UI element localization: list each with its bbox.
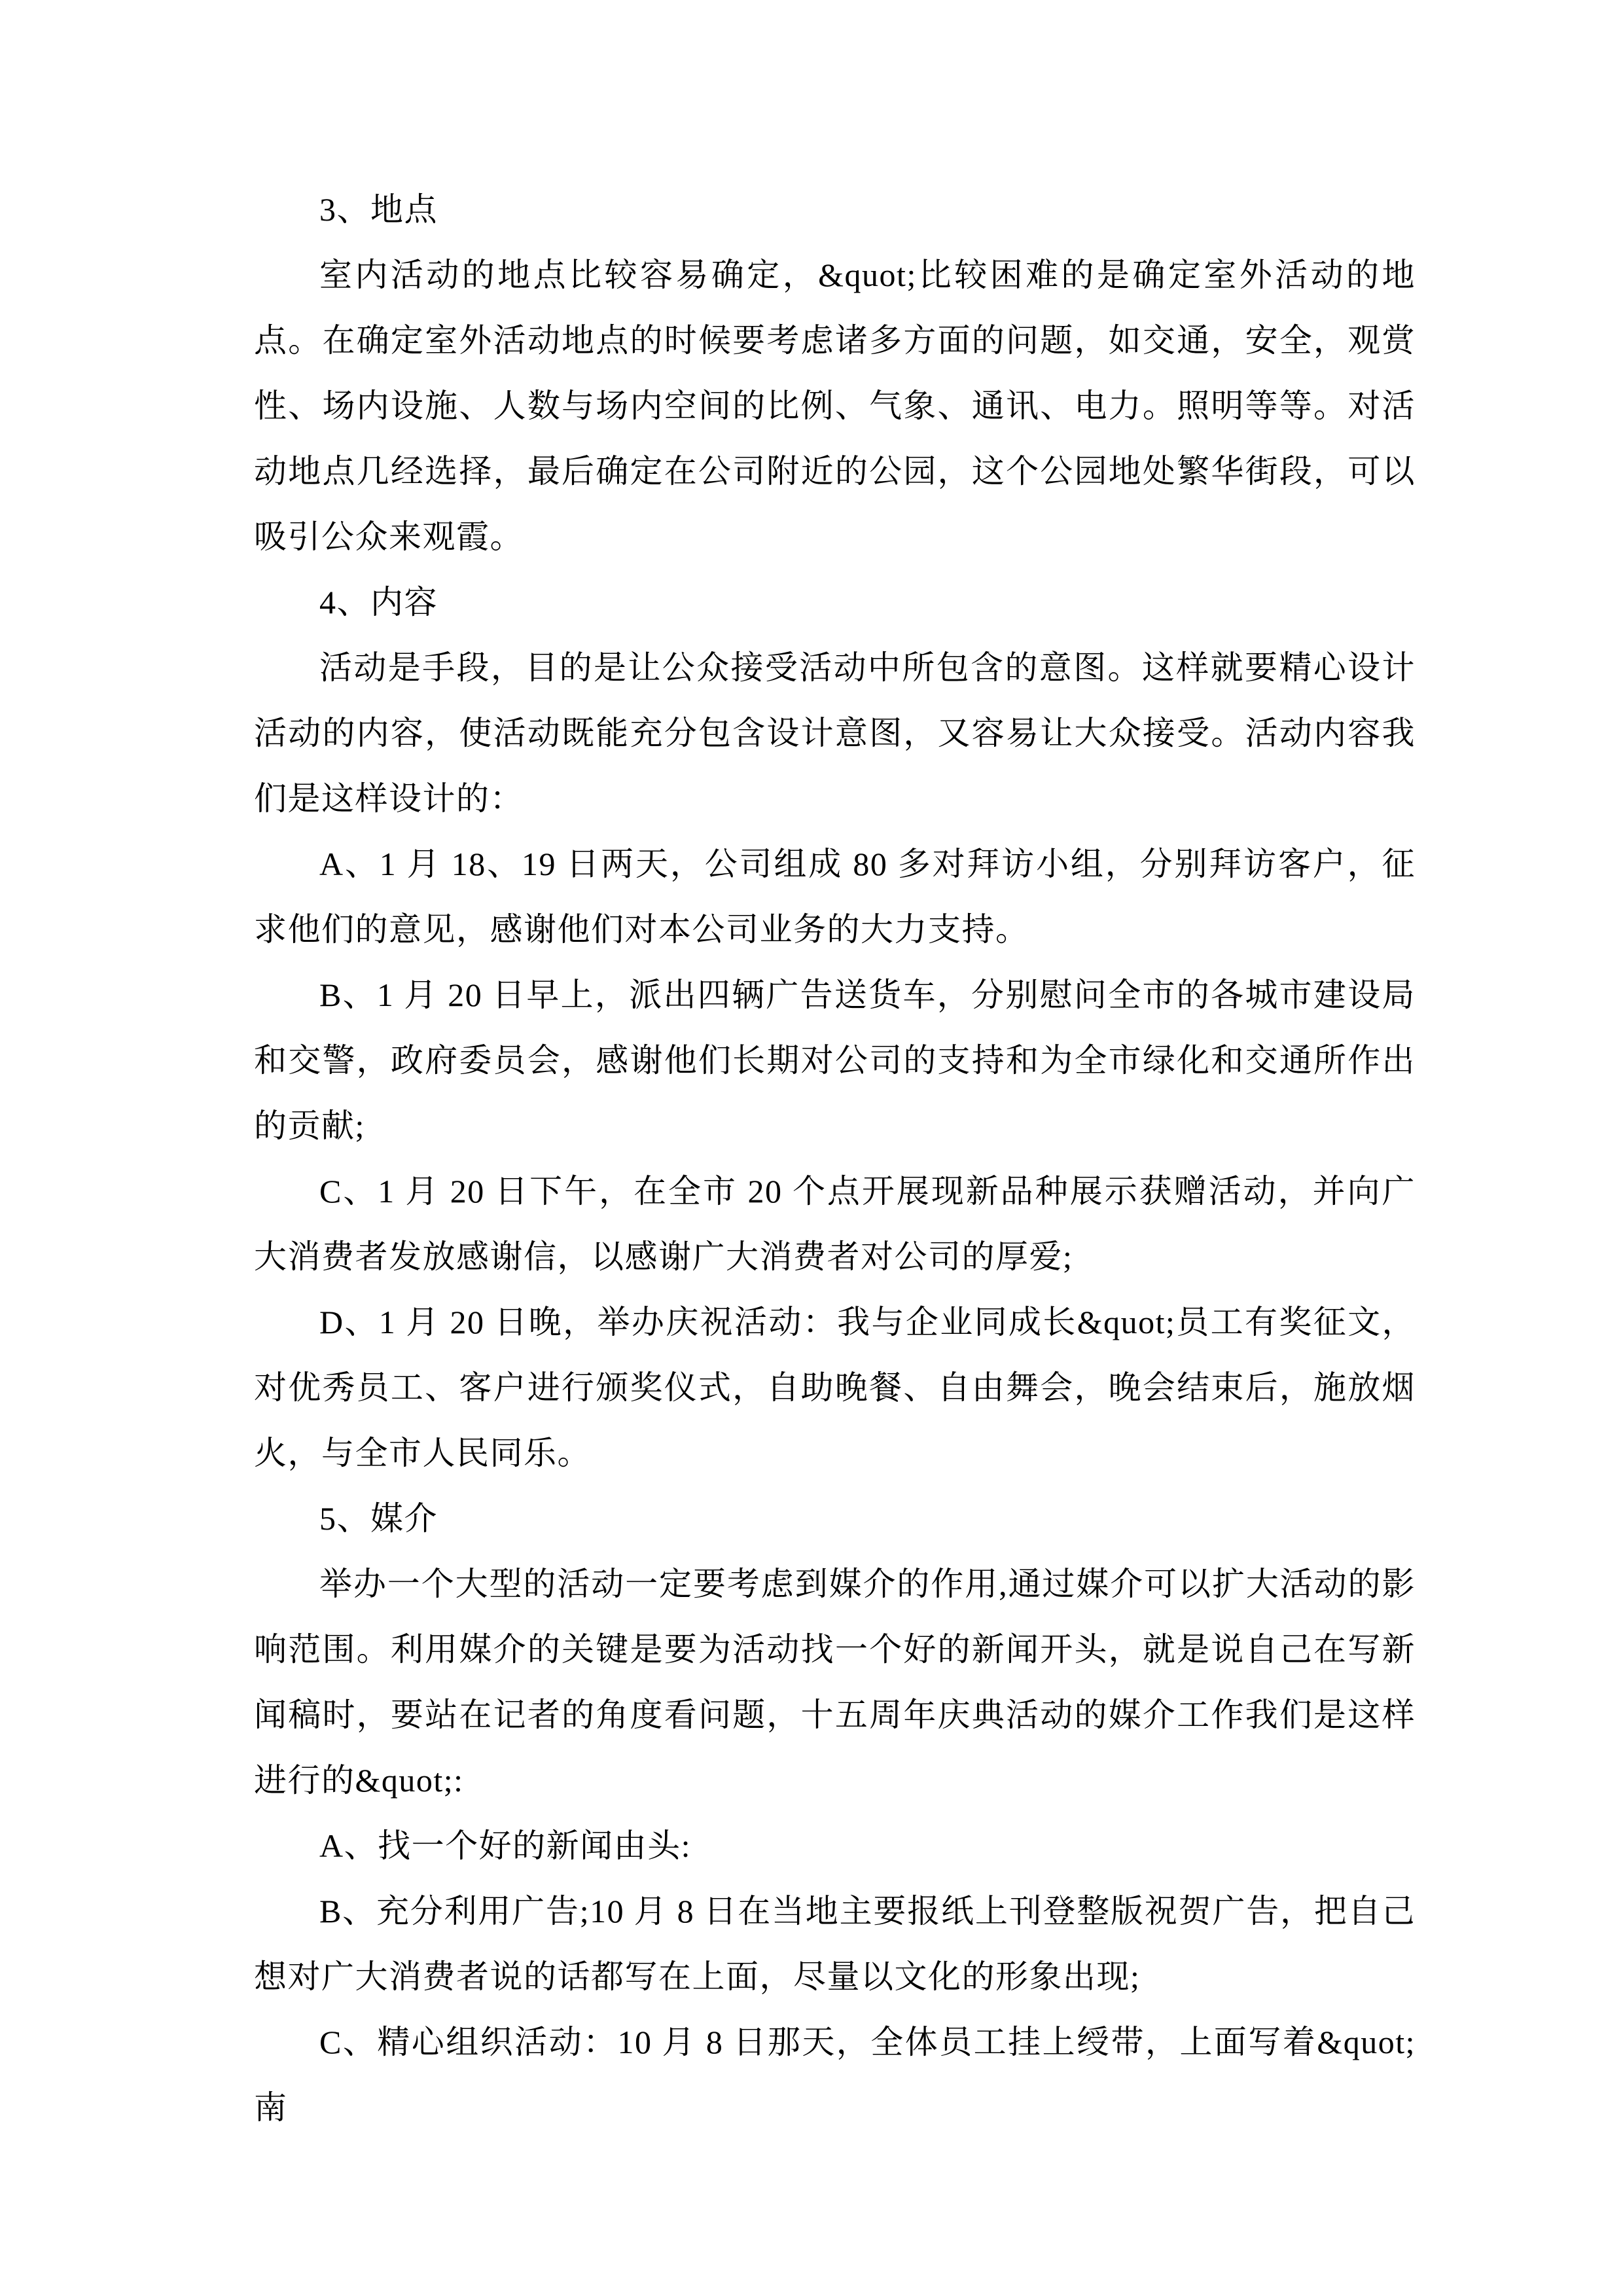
paragraph-item-d1: D、1 月 20 日晚，举办庆祝活动：我与企业同成长&quot;员工有奖征文，对优秀员工、客户进行颁奖仪式，自助晚餐、自由舞会，晚会结束后，施放烟火，与全市人民同乐。 xyxy=(254,1304,1416,1471)
paragraph-item-a2: A、找一个好的新闻由头: xyxy=(319,1827,691,1864)
heading-location: 3、地点 xyxy=(319,191,438,228)
paragraph-media-intro: 举办一个大型的活动一定要考虑到媒介的作用,通过媒介可以扩大活动的影响范围。利用媒介的关键是要为活动找一个好的新闻开头，就是说自己在写新闻稿时，要站在记者的角度看问题，十五周年庆典活动的媒介工作我们是这样进行的&quot;: xyxy=(254,1566,1416,1799)
paragraph-item-a1: A、1 月 18、19 日两天，公司组成 80 多对拜访小组，分别拜访客户，征求他们的意见，感谢他们对本公司业务的大力支持。 xyxy=(254,846,1416,948)
paragraph-item-c1: C、1 月 20 日下午，在全市 20 个点开展现新品种展示获赠活动，并向广大消费者发放感谢信，以感谢广大消费者对公司的厚爱; xyxy=(254,1173,1416,1275)
heading-content: 4、内容 xyxy=(319,584,438,620)
paragraph-item-c2: C、精心组织活动：10 月 8 日那天，全体员工挂上绶带，上面写着&quot;南 xyxy=(254,2024,1416,2126)
paragraph-location-detail: 室内活动的地点比较容易确定，&quot;比较困难的是确定室外活动的地点。在确定室外活动地点的时候要考虑诸多方面的问题，如交通，安全，观赏性、场内设施、人数与场内空间的比例、气象、通讯、电力。照明等等。对活动地点几经选择，最后确定在公司附近的公园，这个公园地处繁华街段，可以吸引公众来观霞。 xyxy=(254,257,1416,555)
paragraph-content-intro: 活动是手段，目的是让公众接受活动中所包含的意图。这样就要精心设计活动的内容，使活动既能充分包含设计意图，又容易让大众接受。活动内容我们是这样设计的： xyxy=(254,649,1416,817)
paragraph-item-b1: B、1 月 20 日早上，派出四辆广告送货车，分别慰问全市的各城市建设局和交警，政府委员会，感谢他们长期对公司的支持和为全市绿化和交通所作出的贡献; xyxy=(254,977,1416,1144)
heading-media: 5、媒介 xyxy=(319,1500,438,1537)
paragraph-item-b2: B、充分利用广告;10 月 8 日在当地主要报纸上刊登整版祝贺广告，把自己想对广大消费者说的话都写在上面，尽量以文化的形象出现; xyxy=(254,1893,1416,1995)
document-text-body xyxy=(254,177,1416,2140)
